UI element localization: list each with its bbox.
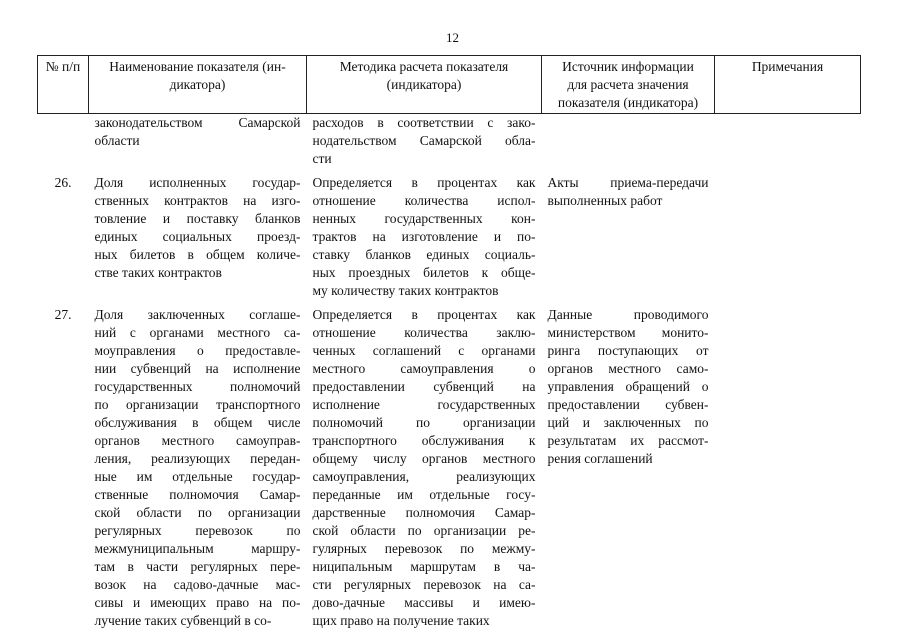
cell-method bbox=[307, 168, 542, 300]
cell-line: сти регулярных перевозок на са- bbox=[312, 577, 536, 592]
cell-line: ных проездных билетов к обще- bbox=[312, 265, 536, 280]
cell-line: Доля заключенных соглаше- bbox=[94, 307, 301, 322]
cell-line: стве таких контрактов bbox=[94, 265, 222, 280]
cell-line: законодательством Самарской bbox=[94, 115, 301, 130]
cell-line: ственные полномочия Самар- bbox=[94, 487, 301, 502]
cell-line: рения соглашений bbox=[547, 451, 653, 466]
cell-line: области bbox=[94, 133, 140, 148]
cell-method bbox=[307, 300, 542, 630]
cell-line: ления, реализующих передан- bbox=[94, 451, 301, 466]
cell-name bbox=[89, 114, 307, 169]
header-name-line: дикатора) bbox=[169, 77, 226, 92]
row-number: 26. bbox=[54, 175, 72, 190]
cell-notes bbox=[715, 114, 861, 169]
cell-line: единых социальных проезд- bbox=[94, 229, 301, 244]
cell-name bbox=[89, 168, 307, 300]
header-num: № п/п bbox=[38, 56, 89, 114]
cell-line: расходов в соответствии с зако- bbox=[312, 115, 536, 130]
cell-line: ченных соглашений с органами bbox=[312, 343, 536, 358]
cell-line: гулярных перевозок по межму- bbox=[312, 541, 536, 556]
header-notes: Примечания bbox=[715, 56, 861, 114]
cell-line: дарственные полномочия Самар- bbox=[312, 505, 536, 520]
cell-line: отношение количества заклю- bbox=[312, 325, 536, 340]
page-number: 12 bbox=[446, 30, 459, 45]
cell-line: трактов на изготовление и по- bbox=[312, 229, 536, 244]
table-body bbox=[38, 114, 861, 631]
cell-line: ственных контрактов на изго- bbox=[94, 193, 301, 208]
cell-notes bbox=[715, 168, 861, 300]
cell-line: сти bbox=[312, 151, 332, 166]
cell-line: полномочий по организации bbox=[312, 415, 536, 430]
header-source-line: для расчета значения bbox=[567, 77, 689, 92]
cell-line: ниципальным маршрутам в ча- bbox=[312, 559, 536, 574]
cell-line: Определяется в процентах как bbox=[312, 175, 536, 190]
cell-line: нодательством Самарской обла- bbox=[312, 133, 536, 148]
cell-line: ненных государственных кон- bbox=[312, 211, 536, 226]
header-name-line: Наименование показателя (ин- bbox=[109, 59, 286, 74]
header-method-line: (индикатора) bbox=[386, 77, 462, 92]
row-number: 27. bbox=[54, 307, 72, 322]
header-method bbox=[307, 56, 542, 114]
cell-line: транспортного обслуживания к bbox=[312, 433, 536, 448]
cell-line: Доля исполненных государ- bbox=[94, 175, 301, 190]
header-source-line: Источник информации bbox=[562, 59, 694, 74]
cell-line: ставку бланков единых социаль- bbox=[312, 247, 536, 262]
cell-source bbox=[542, 300, 715, 630]
header-method-line: Методика расчета показателя bbox=[339, 59, 509, 74]
cell-source bbox=[542, 114, 715, 169]
cell-line: Определяется в процентах как bbox=[312, 307, 536, 322]
cell-line: предоставлении субвен- bbox=[547, 397, 709, 412]
cell-line: товление и поставку бланков bbox=[94, 211, 301, 226]
cell-line: переданные им отдельные госу- bbox=[312, 487, 536, 502]
table-row bbox=[38, 168, 861, 300]
cell-line: ринга поступающих от bbox=[547, 343, 709, 358]
cell-line: общему числу органов местного bbox=[312, 451, 536, 466]
row-number bbox=[38, 114, 89, 169]
cell-name bbox=[89, 300, 307, 630]
cell-line: обслуживания в общем числе bbox=[94, 415, 301, 430]
table-row bbox=[38, 300, 861, 630]
cell-line: там в части регулярных пере- bbox=[94, 559, 301, 574]
cell-line: Данные проводимого bbox=[547, 307, 709, 322]
cell-line: ций и заключенных по bbox=[547, 415, 709, 430]
cell-line: результатам их рассмот- bbox=[547, 433, 709, 448]
cell-line: органов местного самоупрaв- bbox=[94, 433, 301, 448]
cell-line: моуправления о предоставле- bbox=[94, 343, 301, 358]
cell-line: ской области по организации ре- bbox=[312, 523, 536, 538]
cell-line: дово-дачные массивы и имею- bbox=[312, 595, 536, 610]
indicators-table bbox=[37, 55, 861, 630]
cell-line: самоуправления, реализующих bbox=[312, 469, 536, 484]
cell-line: ных билетов в общем количе- bbox=[94, 247, 301, 262]
cell-line: регулярных перевозок по bbox=[94, 523, 301, 538]
cell-line: выполненных работ bbox=[547, 193, 663, 208]
cell-line: по организации транспортного bbox=[94, 397, 301, 412]
cell-line: государственных полномочий bbox=[94, 379, 301, 394]
cell-line: межмуниципальным маршру- bbox=[94, 541, 301, 556]
cell-line: Акты приема-передачи bbox=[547, 175, 709, 190]
cell-line: органов местного само- bbox=[547, 361, 709, 376]
header-name bbox=[89, 56, 307, 114]
cell-source bbox=[542, 168, 715, 300]
cell-line: щих право на получение таких bbox=[312, 613, 490, 628]
cell-line: ской области по организации bbox=[94, 505, 301, 520]
cell-line: нии субвенций на исполнение bbox=[94, 361, 301, 376]
cell-line: исполнение государственных bbox=[312, 397, 536, 412]
cell-line: местного самоуправления о bbox=[312, 361, 536, 376]
cell-line: управления обращений о bbox=[547, 379, 709, 394]
cell-line: му количеству таких контрактов bbox=[312, 283, 499, 298]
cell-line: сивы и имеющих право на по- bbox=[94, 595, 301, 610]
cell-notes bbox=[715, 300, 861, 630]
cell-line: лучение таких субвенций в со- bbox=[94, 613, 272, 628]
cell-line: министерством монито- bbox=[547, 325, 709, 340]
table-header-row bbox=[38, 56, 861, 114]
table-row bbox=[38, 114, 861, 169]
cell-line: возок на садово-дачные мас- bbox=[94, 577, 301, 592]
cell-line: предоставлении субвенций на bbox=[312, 379, 536, 394]
header-source-line: показателя (индикатора) bbox=[557, 95, 699, 110]
cell-line: ний с органами местного са- bbox=[94, 325, 301, 340]
cell-line: отношение количества испол- bbox=[312, 193, 536, 208]
header-source bbox=[542, 56, 715, 114]
cell-line: ные им отдельные государ- bbox=[94, 469, 301, 484]
cell-method bbox=[307, 114, 542, 169]
